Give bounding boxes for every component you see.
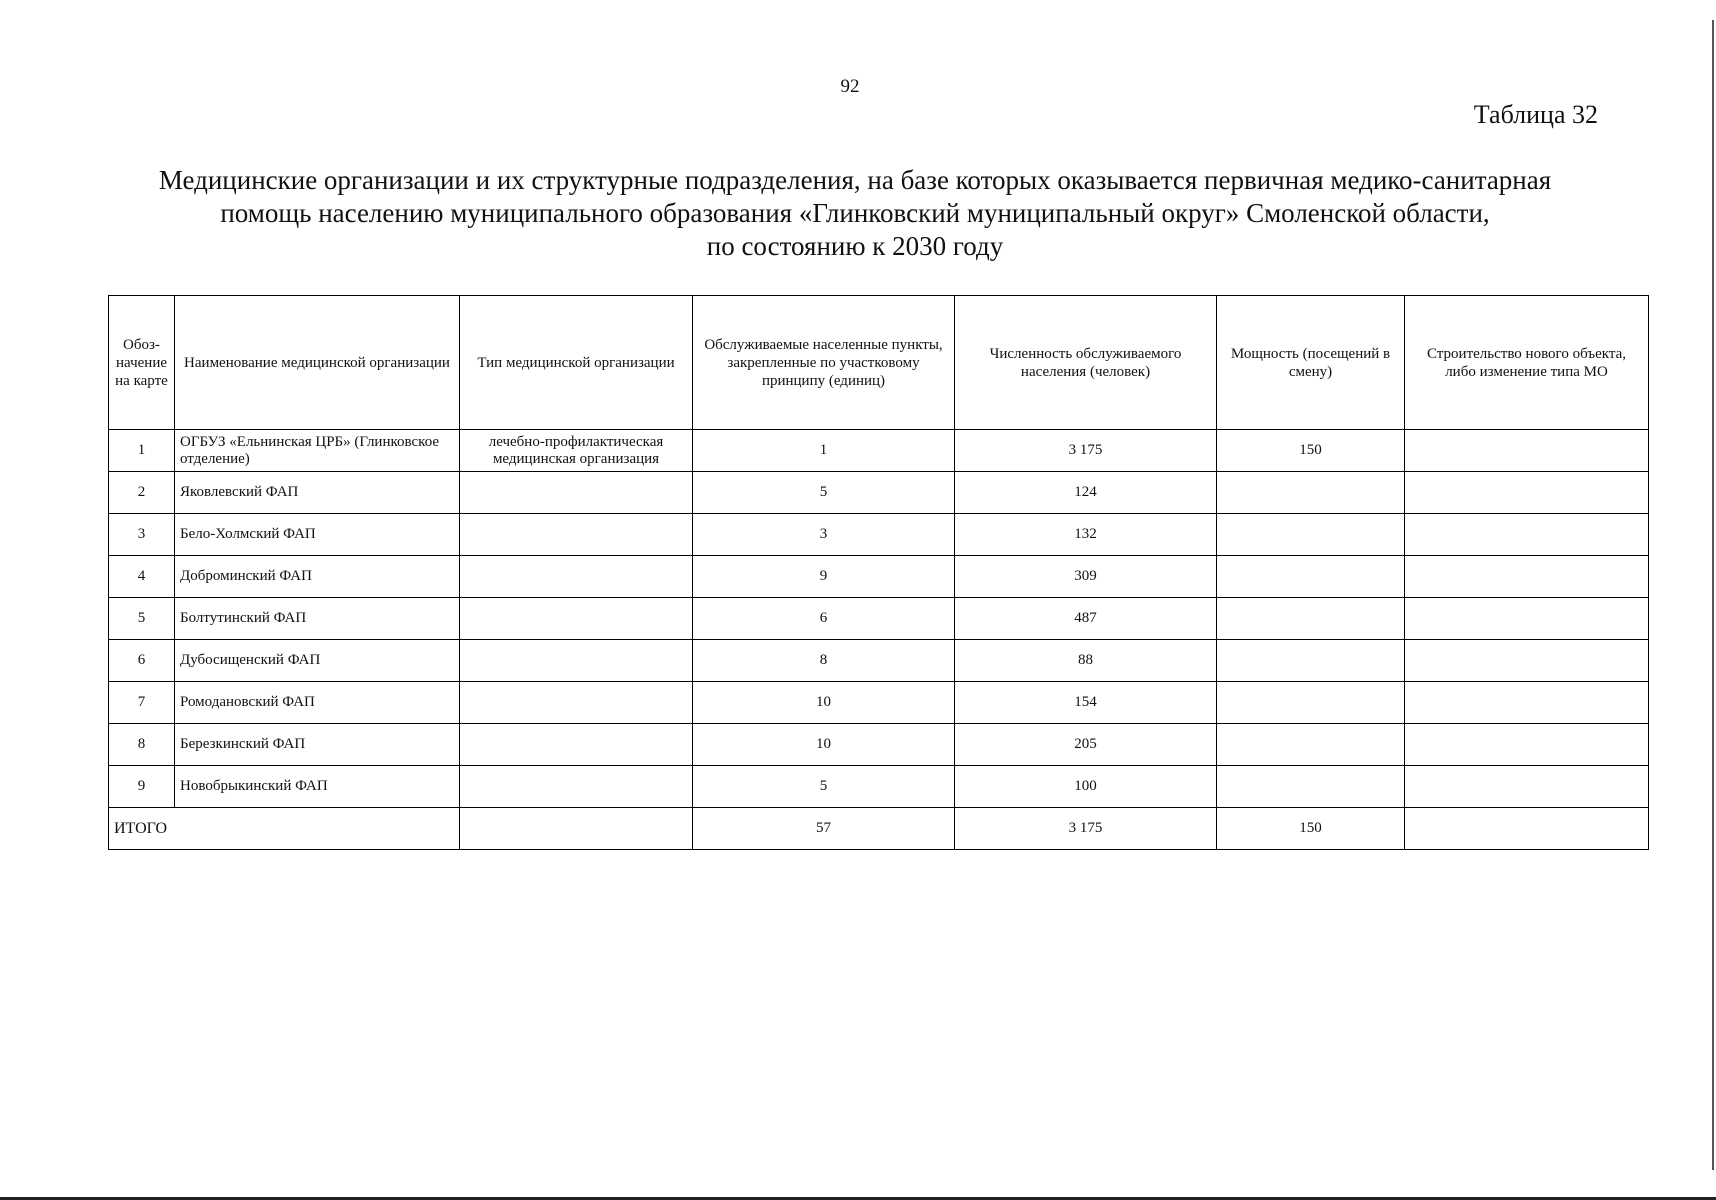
cell-capacity bbox=[1217, 766, 1405, 808]
cell-num: 4 bbox=[109, 556, 175, 598]
header-settlements: Обслуживаемые населенные пункты, закрепленные по участковому принципу (единиц) bbox=[693, 296, 955, 430]
cell-construction bbox=[1405, 766, 1649, 808]
cell-capacity bbox=[1217, 556, 1405, 598]
header-type: Тип медицинской организации bbox=[460, 296, 693, 430]
title-line-2: помощь населению муниципального образования «Глинковский муниципальный округ» Смоленской области, bbox=[220, 198, 1490, 228]
table-row bbox=[109, 682, 1649, 724]
total-label: ИТОГО bbox=[109, 808, 460, 850]
scan-edge-line bbox=[1712, 20, 1714, 1170]
header-designation: Обоз- начение на карте bbox=[109, 296, 175, 430]
title-line-3: по состоянию к 2030 году bbox=[706, 231, 1004, 261]
cell-num: 1 bbox=[109, 430, 175, 472]
cell-name: Новобрыкинский ФАП bbox=[175, 766, 460, 808]
header-population: Численность обслуживаемого населения (человек) bbox=[955, 296, 1217, 430]
cell-type bbox=[460, 598, 693, 640]
header-capacity: Мощность (посещений в смену) bbox=[1217, 296, 1405, 430]
table-row bbox=[109, 556, 1649, 598]
cell-name: ОГБУЗ «Ельнинская ЦРБ» (Глинковское отделение) bbox=[175, 430, 460, 472]
cell-num: 3 bbox=[109, 514, 175, 556]
cell-settlements: 1 bbox=[693, 430, 955, 472]
page-number: 92 bbox=[840, 76, 860, 97]
cell-settlements: 5 bbox=[693, 472, 955, 514]
cell-capacity bbox=[1217, 472, 1405, 514]
cell-type: лечебно-профилактическая медицинская организация bbox=[460, 430, 693, 472]
cell-name: Болтутинский ФАП bbox=[175, 598, 460, 640]
cell-population: 309 bbox=[955, 556, 1217, 598]
cell-settlements: 9 bbox=[693, 556, 955, 598]
cell-capacity bbox=[1217, 514, 1405, 556]
cell-capacity bbox=[1217, 682, 1405, 724]
cell-type bbox=[460, 472, 693, 514]
cell-construction bbox=[1405, 724, 1649, 766]
cell-name: Доброминский ФАП bbox=[175, 556, 460, 598]
cell-type bbox=[460, 514, 693, 556]
table-row bbox=[109, 514, 1649, 556]
cell-num: 7 bbox=[109, 682, 175, 724]
table-row bbox=[109, 430, 1649, 472]
cell-type bbox=[460, 682, 693, 724]
cell-settlements: 10 bbox=[693, 682, 955, 724]
cell-name: Дубосищенский ФАП bbox=[175, 640, 460, 682]
table-row bbox=[109, 766, 1649, 808]
cell-capacity bbox=[1217, 724, 1405, 766]
cell-settlements: 10 bbox=[693, 724, 955, 766]
table-total-row bbox=[109, 808, 1649, 850]
header-construction: Строительство нового объекта, либо изменение типа МО bbox=[1405, 296, 1649, 430]
document-title bbox=[95, 164, 1615, 263]
cell-population: 3 175 bbox=[955, 430, 1217, 472]
title-line-1: Медицинские организации и их структурные подразделения, на базе которых оказывается первичная медико-санитарная bbox=[158, 165, 1552, 195]
table-row bbox=[109, 640, 1649, 682]
header-name: Наименование медицинской организации bbox=[175, 296, 460, 430]
cell-settlements: 5 bbox=[693, 766, 955, 808]
cell-construction bbox=[1405, 556, 1649, 598]
cell-name: Ромодановский ФАП bbox=[175, 682, 460, 724]
cell-type bbox=[460, 556, 693, 598]
table-header-row bbox=[109, 296, 1649, 430]
cell-num: 5 bbox=[109, 598, 175, 640]
cell-construction bbox=[1405, 472, 1649, 514]
cell-construction bbox=[1405, 682, 1649, 724]
table-row bbox=[109, 598, 1649, 640]
cell-settlements: 8 bbox=[693, 640, 955, 682]
cell-name: Березкинский ФАП bbox=[175, 724, 460, 766]
total-type bbox=[460, 808, 693, 850]
cell-settlements: 6 bbox=[693, 598, 955, 640]
cell-population: 124 bbox=[955, 472, 1217, 514]
cell-population: 487 bbox=[955, 598, 1217, 640]
cell-num: 8 bbox=[109, 724, 175, 766]
total-capacity: 150 bbox=[1217, 808, 1405, 850]
cell-num: 6 bbox=[109, 640, 175, 682]
cell-population: 205 bbox=[955, 724, 1217, 766]
table-label: Таблица 32 bbox=[1473, 100, 1598, 129]
cell-type bbox=[460, 640, 693, 682]
cell-construction bbox=[1405, 514, 1649, 556]
table-row bbox=[109, 472, 1649, 514]
cell-construction bbox=[1405, 598, 1649, 640]
cell-construction bbox=[1405, 430, 1649, 472]
cell-construction bbox=[1405, 640, 1649, 682]
cell-population: 88 bbox=[955, 640, 1217, 682]
table-row bbox=[109, 724, 1649, 766]
total-settlements: 57 bbox=[693, 808, 955, 850]
cell-population: 154 bbox=[955, 682, 1217, 724]
cell-population: 132 bbox=[955, 514, 1217, 556]
medical-organizations-table bbox=[108, 295, 1649, 850]
cell-settlements: 3 bbox=[693, 514, 955, 556]
cell-type bbox=[460, 724, 693, 766]
total-population: 3 175 bbox=[955, 808, 1217, 850]
cell-name: Яковлевский ФАП bbox=[175, 472, 460, 514]
cell-num: 2 bbox=[109, 472, 175, 514]
cell-type bbox=[460, 766, 693, 808]
total-construction bbox=[1405, 808, 1649, 850]
cell-capacity: 150 bbox=[1217, 430, 1405, 472]
cell-capacity bbox=[1217, 598, 1405, 640]
cell-capacity bbox=[1217, 640, 1405, 682]
cell-name: Бело-Холмский ФАП bbox=[175, 514, 460, 556]
cell-population: 100 bbox=[955, 766, 1217, 808]
cell-num: 9 bbox=[109, 766, 175, 808]
